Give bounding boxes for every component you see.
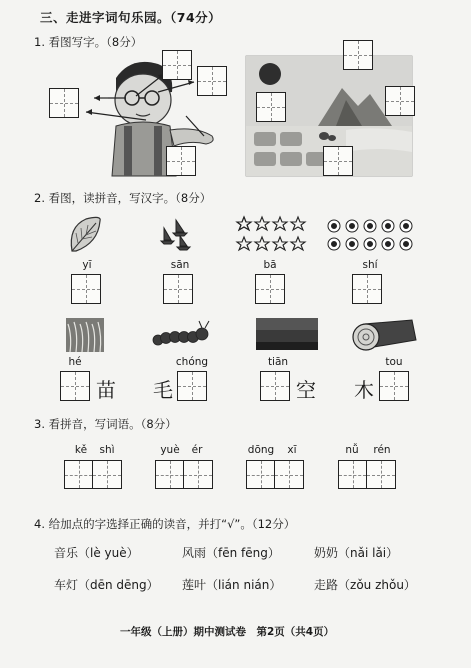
sky-icon xyxy=(256,318,318,350)
q3-w1-p2: shì xyxy=(99,444,115,456)
q3-w3-p1: dōng xyxy=(247,444,275,456)
q2-r2-grid-4[interactable] xyxy=(379,371,409,401)
q2-r2-pinyin-1: hé xyxy=(68,356,82,368)
q2-pinyin-3: bā xyxy=(263,259,277,271)
section-title: 三、走进字词句乐园。（74分） xyxy=(40,10,222,25)
q2-r2-grid-1[interactable] xyxy=(60,371,90,401)
q4-item-6[interactable]: 走路（zǒu zhǒu） xyxy=(314,578,416,592)
q2-r2-char-4: 木 xyxy=(354,378,374,402)
q2-r2-grid-2[interactable] xyxy=(177,371,207,401)
q3-w1-p1: kě xyxy=(74,444,88,456)
q3-w2-p2: ér xyxy=(191,444,203,456)
q3-w3-p2: xī xyxy=(287,444,297,456)
q2-r2-pinyin-2: chóng xyxy=(175,356,209,368)
caterpillar-icon xyxy=(152,320,212,350)
q2-pinyin-4: shí xyxy=(362,259,378,271)
flowers-icon xyxy=(326,218,418,254)
q2-grid-2[interactable] xyxy=(163,274,193,304)
q2-label: 2. 看图，读拼音，写汉字。（8分） xyxy=(34,191,212,205)
q4-item-2[interactable]: 风雨（fēn fēng） xyxy=(182,546,280,560)
page-footer: 一年级（上册）期中测试卷 第2页（共4页） xyxy=(120,626,335,638)
q3-word-grid-2[interactable] xyxy=(155,460,213,489)
q2-grid-4[interactable] xyxy=(352,274,382,304)
q2-r2-char-3: 空 xyxy=(296,378,316,402)
q4-item-3[interactable]: 奶奶（nǎi lǎi） xyxy=(314,546,399,560)
rice-seedlings-icon xyxy=(66,318,104,352)
q3-word-grid-1[interactable] xyxy=(64,460,122,489)
q4-label: 4. 给加点的字选择正确的读音，并打“√”。（12分） xyxy=(34,517,296,531)
q3-w2-p1: yuè xyxy=(160,444,180,456)
q3-w4-p1: nǚ xyxy=(345,444,359,456)
q2-grid-1[interactable] xyxy=(71,274,101,304)
q1-grid-5[interactable] xyxy=(343,40,373,70)
log-wood-icon xyxy=(350,318,416,352)
q2-pinyin-1: yī xyxy=(82,259,92,271)
q2-r2-char-1: 苗 xyxy=(96,378,116,402)
q1-label: 1. 看图写字。（8分） xyxy=(34,35,143,49)
stars-icon xyxy=(236,216,308,256)
q1-grid-6[interactable] xyxy=(256,92,286,122)
q1-grid-2[interactable] xyxy=(162,50,192,80)
q2-r2-pinyin-4: tou xyxy=(385,356,403,368)
q4-item-1[interactable]: 音乐（lè yuè） xyxy=(54,546,139,560)
q3-label: 3. 看拼音，写词语。（8分） xyxy=(34,417,177,431)
q2-pinyin-2: sān xyxy=(170,259,190,271)
q3-w4-p2: rén xyxy=(373,444,391,456)
q3-word-grid-4[interactable] xyxy=(338,460,396,489)
q2-r2-char-2: 毛 xyxy=(153,378,173,402)
q1-grid-4[interactable] xyxy=(166,146,196,176)
q4-item-4[interactable]: 车灯（dēn dēng） xyxy=(54,578,159,592)
q1-grid-7[interactable] xyxy=(385,86,415,116)
q3-word-grid-3[interactable] xyxy=(246,460,304,489)
q1-grid-1[interactable] xyxy=(49,88,79,118)
sailboats-icon xyxy=(156,216,192,252)
q2-grid-3[interactable] xyxy=(255,274,285,304)
q1-grid-3[interactable] xyxy=(197,66,227,96)
leaf-icon xyxy=(68,215,104,255)
q2-r2-pinyin-3: tiān xyxy=(267,356,289,368)
q4-item-5[interactable]: 莲叶（lián nián） xyxy=(182,578,282,592)
q2-r2-grid-3[interactable] xyxy=(260,371,290,401)
q1-grid-8[interactable] xyxy=(323,146,353,176)
